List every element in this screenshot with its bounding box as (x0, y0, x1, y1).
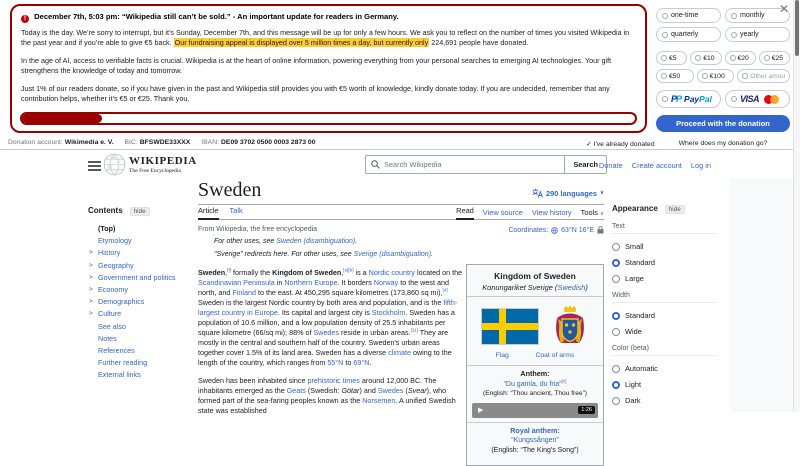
radio-icon (764, 55, 770, 61)
fundraising-banner (0, 0, 800, 150)
radio-icon (661, 55, 667, 61)
amount-label: €25 (771, 54, 784, 62)
text-span: . Its capital and largest city is (277, 308, 372, 317)
text-span: around 12,000 BC. The inhabitants emerged as the (198, 376, 437, 395)
royal-anthem-english: (English: “The King's Song”) (491, 446, 579, 454)
reference-link[interactable]: [a][b] (343, 267, 354, 273)
text-span: to the east. At 450,295 square kilometres (173,860 sq mi), (255, 288, 443, 297)
payment-option-paypal[interactable] (656, 90, 721, 108)
radio-selected-icon (612, 259, 620, 267)
text-span: reside in urban areas. (339, 328, 411, 337)
frequency-label: quarterly (671, 31, 699, 38)
width-wide-option[interactable]: Wide (612, 327, 716, 336)
expand-arrow-icon[interactable]: > (89, 310, 93, 318)
appearance-panel (612, 204, 716, 412)
text-span: Svear (407, 386, 427, 395)
text-span: to the west and north, and (198, 278, 449, 297)
search-icon (371, 160, 380, 169)
toc-item-economy[interactable]: > Economy (88, 284, 192, 296)
radio-selected-icon (612, 312, 620, 320)
search-bar (365, 155, 607, 174)
wikipedia-globe-logo[interactable] (103, 153, 126, 181)
text-span: owing to the length of the country, which ranges from (198, 348, 452, 367)
toc-item-further-reading[interactable]: Further reading (98, 358, 148, 368)
text-span: . Sweden has a population of 10.6 million, and a low population density of 25.5 inhabitants per square kilometre (66/sq mi); 88% of (198, 308, 455, 337)
text-span: (Swedish: (305, 386, 342, 395)
radio-icon (731, 32, 737, 38)
already-donated-label: I've already donated (593, 141, 655, 148)
frequency-option-quarterly[interactable] (656, 27, 721, 42)
amount-label: €50 (669, 72, 681, 80)
donate-link[interactable]: Donate (598, 161, 623, 170)
appearance-title: Appearance hide (612, 204, 716, 213)
anthem-link[interactable]: “Du gamla, du fria” (503, 380, 562, 388)
image-captions (469, 349, 601, 362)
text-span: located on the (415, 268, 463, 277)
inline-link[interactable]: prehistoric times (307, 376, 360, 385)
radio-icon (702, 73, 708, 79)
royal-anthem-block (469, 426, 601, 464)
languages-count: 290 languages (546, 188, 597, 198)
where-donation-goes-link[interactable]: Where does my donation go? (678, 140, 768, 147)
toc-item-see-also[interactable]: See also (98, 321, 126, 331)
donation-progress-bar (20, 112, 637, 125)
toc-item-geography[interactable]: > Geography (88, 260, 192, 272)
scrollbar[interactable] (793, 0, 800, 412)
text-span: to (343, 358, 354, 367)
toc-title: Contents hide (88, 206, 192, 215)
text-size-large-option[interactable]: Large (612, 274, 716, 283)
frequency-label: monthly (740, 12, 765, 19)
text-size-small-option[interactable]: Small (612, 242, 716, 251)
search-input[interactable] (384, 160, 559, 169)
banner-headline-text: December 7th, 5:03 pm: “Wikipedia still can’t be sold.” - An important update for readers in Germany. (34, 12, 399, 21)
text-span: , (341, 268, 344, 277)
other-amount-field[interactable] (737, 69, 790, 83)
translate-icon (532, 188, 543, 198)
proceed-donation-button[interactable]: Proceed with the donation (656, 115, 790, 132)
banner-paragraph-2: In the age of AI, access to verifiable facts is crucial. Wikipedia is at the heart of online information, powering everything from your personal searches to emerging AI technologies. Your gift strengthens the knowledge of today and tomorrow. (21, 56, 612, 75)
flag-link[interactable]: Flag (495, 352, 509, 359)
royal-anthem-label[interactable]: Royal anthem: (510, 425, 560, 435)
anthem-block (469, 369, 601, 399)
text-span: Sweden has been inhabited since (198, 376, 308, 385)
check-icon: ✓ (586, 141, 592, 148)
radio-icon (612, 365, 620, 373)
tab-view-source[interactable]: View source (482, 208, 523, 217)
inline-link[interactable]: Sweden (disambiguation) (276, 238, 356, 245)
languages-button[interactable] (532, 188, 604, 198)
inline-link[interactable]: Swedish (557, 283, 586, 292)
text-span: , (225, 268, 228, 277)
title-row (198, 179, 604, 205)
banner-paragraph-1 (21, 28, 636, 48)
amount-label: €10 (703, 54, 715, 62)
radio-icon (742, 73, 748, 79)
text-span: . (369, 358, 372, 367)
text-section-label: Text (612, 223, 716, 234)
bic-label: BIC: (124, 139, 138, 146)
tagline-text: The Free Encyclopedia (129, 168, 181, 174)
text-span: Sweden is the largest Nordic country by both area and population, and is the (198, 298, 444, 307)
text-span: Götar (341, 386, 360, 395)
donation-form (656, 8, 790, 132)
account-label: Donation account: (8, 139, 63, 146)
paypal-icon: PP (671, 93, 682, 104)
wikipedia-interface (0, 151, 793, 454)
radio-icon (612, 275, 620, 283)
frequency-option-one-time[interactable] (656, 8, 721, 23)
text-span: ) and (359, 386, 378, 395)
text-span: "Sverige" redirects here. For other uses, see (214, 250, 354, 258)
login-link[interactable]: Log in (690, 161, 711, 170)
text-span: For other uses, see (214, 238, 277, 245)
visa-icon: VISA (740, 94, 760, 104)
toc-item-government[interactable]: > Government and politics (88, 272, 192, 284)
radio-icon (662, 96, 668, 102)
radio-selected-icon (612, 381, 620, 389)
donation-account-line (8, 139, 325, 146)
site-header (0, 151, 793, 178)
banner-message-box (10, 4, 647, 133)
play-icon[interactable]: ▶ (478, 407, 484, 414)
divider (467, 365, 603, 366)
expand-arrow-icon[interactable]: > (89, 298, 93, 306)
lead-paragraph (198, 268, 464, 368)
anthem-label: Anthem: (520, 369, 550, 378)
toc-item-demographics[interactable]: > Demographics (88, 296, 192, 308)
mastercard-icon (764, 95, 779, 104)
amount-option-20[interactable] (725, 51, 756, 65)
coat-of-arms-image[interactable] (552, 305, 588, 347)
amount-option-5[interactable] (656, 51, 687, 65)
expand-arrow-icon[interactable]: > (89, 249, 93, 257)
hatnote-redirect (214, 249, 604, 262)
flag-and-arms-row (469, 300, 601, 349)
frequency-label: yearly (740, 31, 759, 38)
wikipedia-wordmark[interactable] (129, 155, 197, 174)
amount-option-100[interactable] (697, 69, 735, 83)
amount-option-25[interactable] (759, 51, 790, 65)
reference-link[interactable]: [f] (227, 267, 232, 273)
radio-icon (731, 13, 737, 19)
coat-of-arms-link[interactable]: Coat of arms (535, 352, 575, 359)
bic-value: BFSWDE33XXX (139, 139, 191, 146)
text-span: in (274, 278, 285, 287)
wordmark-text: WIKIPEDIA (129, 155, 197, 167)
radio-icon (612, 243, 620, 251)
coordinates[interactable] (508, 226, 604, 234)
hatnote-disambiguation (214, 236, 604, 249)
inline-link[interactable]: Stockholm (371, 308, 406, 317)
text-span: ), who formed part of the sea-faring peoples known as the (198, 386, 447, 405)
text-span: . A unified Swedish state was established (198, 396, 456, 415)
toc-item-external-links[interactable]: External links (98, 370, 141, 380)
chevron-down-icon: ∨ (599, 211, 604, 217)
page-title: Sweden (198, 179, 262, 201)
text-span: Konungariket Sverige (482, 283, 553, 292)
frequency-option-yearly[interactable] (725, 27, 790, 42)
table-of-contents (88, 206, 192, 382)
divider (467, 422, 603, 423)
text-span: ( (552, 283, 558, 292)
second-paragraph (198, 376, 464, 416)
reference-link[interactable]: [c] (561, 378, 567, 384)
text-span: Kingdom of Sweden (272, 268, 342, 277)
amount-label: €20 (737, 54, 749, 62)
create-account-link[interactable]: Create account (631, 161, 682, 170)
width-standard-option[interactable]: Standard (612, 311, 716, 320)
frequency-label: one-time (671, 12, 699, 19)
payment-option-card[interactable] (725, 90, 790, 108)
iban-label: IBAN: (201, 139, 219, 146)
inline-link[interactable]: Northern Europe (284, 278, 338, 287)
tab-article[interactable]: Article (198, 206, 219, 220)
user-links (599, 161, 711, 170)
text-size-standard-option[interactable]: Standard (612, 258, 716, 267)
highlighted-text: Our fundraising appeal is displayed over 5 million times a day, but currently only (174, 38, 429, 47)
text-span: . It borders (337, 278, 374, 287)
amount-option-10[interactable] (690, 51, 721, 65)
page-background-panel (730, 151, 793, 412)
audio-duration: 1:26 (578, 406, 595, 414)
article-tabs (198, 205, 604, 220)
text-span: is a (353, 268, 369, 277)
toc-item-notes[interactable]: Notes (98, 333, 117, 343)
para1-post: 224,691 people have donated. (429, 38, 529, 47)
inline-link[interactable]: Scandinavian Peninsula (198, 278, 275, 287)
radio-icon (661, 73, 667, 79)
width-section-label: Width (612, 292, 716, 303)
infobox-native-name (469, 283, 601, 292)
iban-value: DE09 3702 0500 0003 2873 00 (221, 139, 316, 146)
tab-talk[interactable]: Talk (229, 206, 243, 215)
close-icon[interactable]: ✕ (779, 2, 790, 16)
reference-link[interactable]: [4] (442, 287, 448, 293)
amount-label: €100 (709, 72, 725, 80)
text-span: . (355, 238, 358, 245)
article-body (198, 268, 464, 416)
lock-icon (597, 226, 604, 234)
search-button[interactable]: Search (565, 155, 607, 174)
search-box (365, 155, 565, 174)
color-section-label: Color (beta) (612, 345, 716, 356)
radio-icon (662, 32, 668, 38)
radio-icon (612, 397, 620, 405)
toc-item-top[interactable]: (Top) (98, 224, 116, 233)
royal-anthem-link[interactable]: “Kungssången” (511, 437, 559, 444)
toc-item-culture[interactable]: > Culture (88, 308, 192, 320)
country-infobox (466, 264, 604, 466)
radio-icon (612, 328, 620, 336)
inline-link[interactable]: Swedes (313, 328, 340, 337)
radio-icon (731, 96, 737, 102)
radio-icon (695, 55, 701, 61)
amount-label: €5 (669, 54, 677, 62)
divider (467, 296, 603, 297)
expand-arrow-icon[interactable]: > (89, 286, 93, 294)
text-span: They are mostly in the central and southern half of the country. Sweden's urban areas together cover 1.5% of its land area. Sweden has a diverse (198, 328, 449, 357)
amount-option-50[interactable] (656, 69, 694, 83)
chevron-down-icon: ∨ (599, 189, 604, 196)
globe-icon (551, 227, 558, 234)
text-span: formally the (231, 268, 273, 277)
coordinates-value: 63°N 16°E (561, 226, 594, 234)
anthem-english: (English: “Thou ancient, Thou free”) (483, 390, 587, 397)
account-value: Wikimedia e. V. (64, 139, 114, 146)
color-dark-option[interactable]: Dark (612, 396, 716, 405)
other-amount-input[interactable] (750, 73, 785, 80)
inline-link[interactable]: Norway (373, 278, 399, 287)
site-subtitle: From Wikipedia, the free encyclopedia Coordinates: 63°N 16°E (198, 226, 604, 236)
sweden-flag-image[interactable] (482, 309, 538, 344)
tab-view-history[interactable]: View history (531, 208, 572, 217)
inline-link[interactable]: Sverige (disambiguation) (353, 250, 432, 258)
expand-arrow-icon[interactable]: > (89, 273, 93, 281)
inline-link[interactable]: Norsemen (362, 396, 396, 405)
color-automatic-option[interactable]: Automatic (612, 364, 716, 373)
reference-link[interactable]: [11] (410, 327, 418, 333)
inline-link[interactable]: Nordic country (368, 268, 415, 277)
para1-pre: Today is the day. We’re sorry to interrupt, but it’s Sunday, December 7th, and this message will be up for only a few hours. We ask you to reflect on the number of times you visited Wikipedia in the past year and if you’re able to give €5 back. (21, 28, 630, 47)
inline-link[interactable]: climate (388, 348, 411, 357)
audio-player[interactable] (472, 403, 598, 418)
already-donated-link[interactable] (586, 140, 655, 148)
text-span: ) (585, 283, 588, 292)
text-span: Sweden (198, 268, 226, 277)
inline-link[interactable]: Finland (232, 288, 256, 297)
donation-progress-fill (22, 114, 102, 123)
alert-icon: ! (21, 15, 29, 23)
banner-headline (21, 12, 636, 23)
expand-arrow-icon[interactable]: > (89, 261, 93, 269)
inline-link[interactable]: 55°N (327, 358, 344, 367)
toc-item-etymology[interactable]: Etymology (98, 236, 132, 246)
text-span: . (431, 250, 433, 258)
article-area (198, 179, 604, 454)
text-span: ( (403, 386, 408, 395)
tab-read[interactable]: Read (456, 206, 474, 220)
paypal-label: PayPal (684, 94, 712, 104)
scrollbar-thumb[interactable] (795, 0, 799, 56)
banner-paragraph-3: Just 1% of our readers donate, so if you have given in the past and Wikipedia still provides you with €5 worth of knowledge, kindly donate today. If you are undecided, remember that any contribution helps, whether it’s €5 or €25. Thank you. (21, 84, 610, 103)
toc-item-references[interactable]: References (98, 346, 135, 356)
inline-link[interactable]: fifth-largest country in Europe (198, 298, 458, 317)
tab-tools[interactable]: Tools ∨ (580, 208, 604, 217)
infobox-title: Kingdom of Sweden (494, 271, 576, 281)
coordinates-label: Coordinates: (508, 226, 549, 234)
color-light-option[interactable]: Light (612, 380, 716, 389)
radio-icon (662, 13, 668, 19)
inline-link[interactable]: 69°N (353, 358, 370, 367)
menu-icon[interactable] (88, 161, 101, 173)
radio-icon (730, 55, 736, 61)
appearance-hide-button[interactable]: hide (665, 205, 685, 214)
inline-link[interactable]: Swedes (377, 386, 404, 395)
toc-hide-button[interactable]: hide (130, 207, 150, 216)
toc-item-history[interactable]: > History (88, 247, 192, 259)
inline-link[interactable]: Geats (286, 386, 306, 395)
